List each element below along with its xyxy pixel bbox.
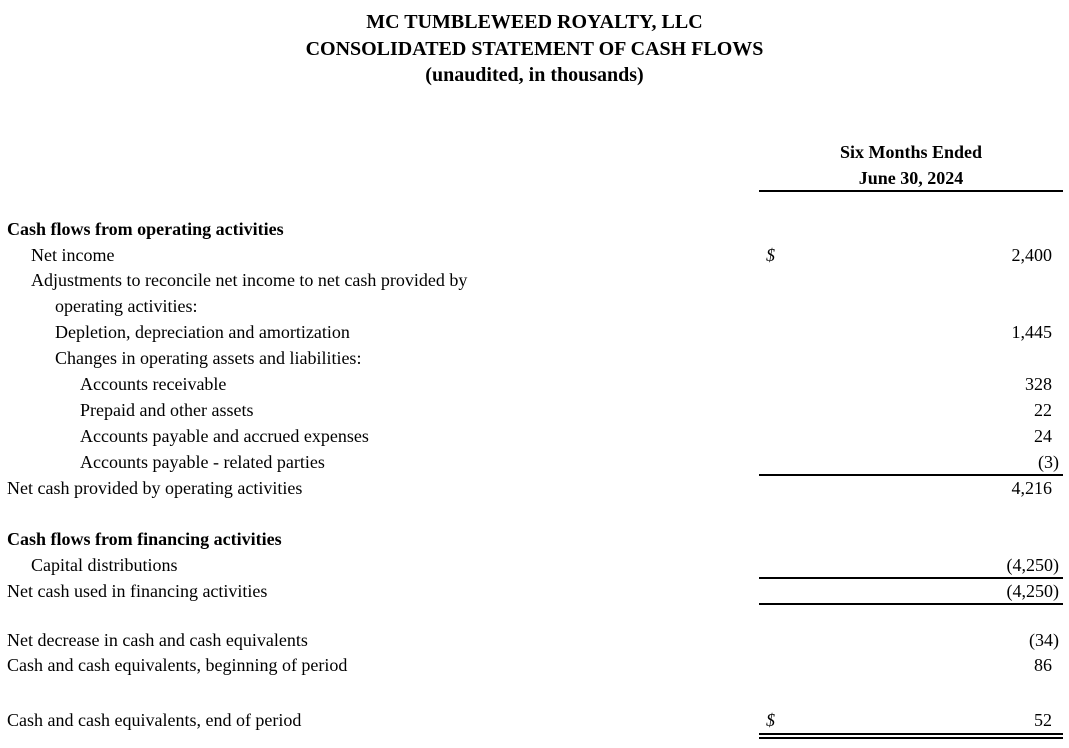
column-header-date: June 30, 2024	[858, 168, 964, 188]
dollar-sign: $	[766, 710, 775, 730]
row-amount: 1,445	[1011, 322, 1052, 342]
row-label: Accounts payable and accrued expenses	[80, 426, 369, 446]
table-row	[0, 242, 1069, 268]
statement-title: CONSOLIDATED STATEMENT OF CASH FLOWS	[305, 38, 764, 60]
table-row	[0, 371, 1069, 397]
table-row	[0, 397, 1069, 423]
row-label: Accounts payable - related parties	[80, 452, 325, 472]
subtotal-row	[0, 475, 1069, 501]
dollar-sign: $	[766, 245, 775, 265]
row-label: Net income	[31, 245, 115, 265]
row-amount: (4,250)	[1006, 555, 1059, 575]
company-title: MC TUMBLEWEED ROYALTY, LLC	[366, 11, 703, 33]
double-rule-top	[759, 733, 1063, 735]
row-amount: 86	[1034, 655, 1052, 675]
row-label: Net decrease in cash and cash equivalents	[7, 630, 308, 650]
row-label: Adjustments to reconcile net income to net cash provided by	[31, 270, 468, 290]
section-heading-operating	[0, 216, 1069, 242]
row-label: Net cash used in financing activities	[7, 581, 268, 601]
total-row	[0, 707, 1069, 733]
row-amount: 24	[1034, 426, 1052, 446]
row-label: Capital distributions	[31, 555, 178, 575]
row-amount: (4,250)	[1006, 581, 1059, 601]
table-row	[0, 449, 1069, 475]
row-label: Net cash provided by operating activities	[7, 478, 303, 498]
row-label: Prepaid and other assets	[80, 400, 254, 420]
column-header-period: Six Months Ended	[839, 142, 983, 162]
table-row	[0, 293, 1069, 319]
double-rule-bottom	[759, 737, 1063, 739]
row-amount: 328	[1025, 374, 1052, 394]
section-heading-financing	[0, 526, 1069, 552]
row-label: Depletion, depreciation and amortization	[55, 322, 350, 342]
table-row	[0, 627, 1069, 653]
row-label: operating activities:	[55, 296, 198, 316]
column-header-rule	[759, 190, 1063, 192]
row-amount: 52	[1034, 710, 1052, 730]
subtotal-row	[0, 578, 1069, 604]
row-amount: 4,216	[1011, 478, 1052, 498]
statement-basis: (unaudited, in thousands)	[425, 64, 644, 86]
total-rule	[759, 603, 1063, 605]
table-row	[0, 652, 1069, 678]
table-row	[0, 345, 1069, 371]
table-row	[0, 423, 1069, 449]
row-amount: (34)	[1029, 630, 1059, 650]
row-amount: 2,400	[1011, 245, 1052, 265]
table-row	[0, 552, 1069, 578]
row-amount: 22	[1034, 400, 1052, 420]
row-label: Accounts receivable	[80, 374, 227, 394]
row-amount: (3)	[1038, 452, 1059, 472]
row-label: Changes in operating assets and liabilities:	[55, 348, 362, 368]
row-label: Cash flows from financing activities	[7, 529, 282, 549]
row-label: Cash and cash equivalents, end of period	[7, 710, 302, 730]
table-row	[0, 319, 1069, 345]
row-label: Cash flows from operating activities	[7, 219, 284, 239]
row-label: Cash and cash equivalents, beginning of period	[7, 655, 348, 675]
table-row	[0, 267, 1069, 293]
